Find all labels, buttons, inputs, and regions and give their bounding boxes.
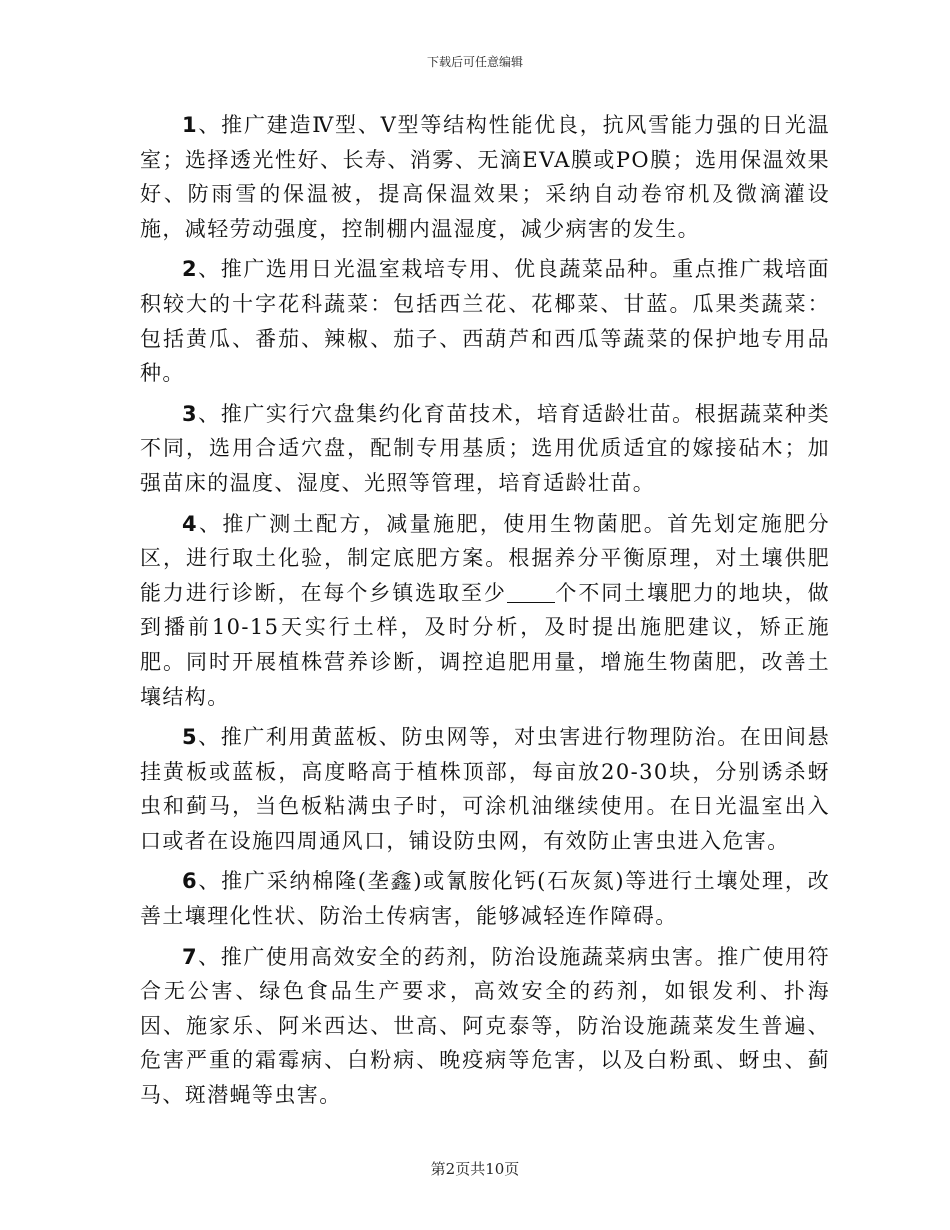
document-body [140,108,830,1119]
paragraph-number: 6 [182,869,199,894]
paragraph-number: 4 [182,511,199,536]
paragraph-text: 、推广建造Ⅳ型、Ⅴ型等结构性能优良，抗风雪能力强的日光温室；选择透光性好、长寿、消雾、无滴EVA膜或PO膜；选用保温效果好、防雨雪的保温被，提高保温效果；采纳自动卷帘机及微滴灌设施，减轻劳动强度，控制棚内温湿度，减少病害的发生。 [140,113,830,241]
page-header: 下载后可任意编辑 [426,55,523,69]
paragraph-5 [140,720,830,858]
paragraph-text: 、推广实行穴盘集约化育苗技术，培育适龄壮苗。根据蔬菜种类不同，选用合适穴盘，配制专用基质；选用优质适宜的嫁接砧木；加强苗床的温度、湿度、光照等管理，培育适龄壮苗。 [140,401,830,495]
paragraph-text-continued: 个不同土壤肥力的地块，做到播前10-15天实行土样，及时分析，及时提出施肥建议，矫正施肥。同时开展植株营养诊断，调控追肥用量，增施生物菌肥，改善土壤结构。 [140,580,830,709]
paragraph-1 [140,108,830,246]
fill-in-blank [507,582,555,603]
paragraph-text: 、推广利用黄蓝板、防虫网等，对虫害进行物理防治。在田间悬挂黄板或蓝板，高度略高于植株顶部，每亩放20-30块，分别诱杀蚜虫和蓟马，当色板粘满虫子时，可涂机油继续使用。在日光温室出入口或者在设施四周通风口，铺设防虫网，有效防止害虫进入危害。 [140,725,830,853]
paragraph-number: 1 [182,113,199,137]
paragraph-number: 5 [182,725,199,750]
page-footer: 第2页共10页 [430,1160,520,1178]
paragraph-text: 、推广采纳棉隆(垄鑫)或氰胺化钙(石灰氮)等进行土壤处理，改善土壤理化性状、防治土传病害，能够减轻连作障碍。 [140,869,830,929]
paragraph-number: 2 [182,257,199,282]
paragraph-text: 、推广测土配方，减量施肥，使用生物菌肥。首先划定施肥分区，进行取土化验，制定底肥方案。根据养分平衡原理，对土壤供肥能力进行诊断，在每个乡镇选取至少 [140,511,830,605]
paragraph-number: 3 [182,401,199,426]
paragraph-7 [140,940,830,1113]
paragraph-6 [140,864,830,933]
paragraph-4 [140,507,830,715]
paragraph-number: 7 [182,944,199,969]
paragraph-text: 、推广使用高效安全的药剂，防治设施蔬菜病虫害。推广使用符合无公害、绿色食品生产要求，高效安全的药剂，如银发利、扑海因、施家乐、阿米西达、世高、阿克泰等，防治设施蔬菜发生普遍、危害严重的霜霉病、白粉病、晚疫病等危害，以及白粉虱、蚜虫、蓟马、斑潜蝇等虫害。 [140,944,830,1108]
paragraph-2 [140,252,830,390]
paragraph-text: 、推广选用日光温室栽培专用、优良蔬菜品种。重点推广栽培面积较大的十字花科蔬菜：包括西兰花、花椰菜、甘蓝。瓜果类蔬菜：包括黄瓜、番茄、辣椒、茄子、西葫芦和西瓜等蔬菜的保护地专用品种。 [140,257,830,386]
paragraph-3 [140,397,830,501]
